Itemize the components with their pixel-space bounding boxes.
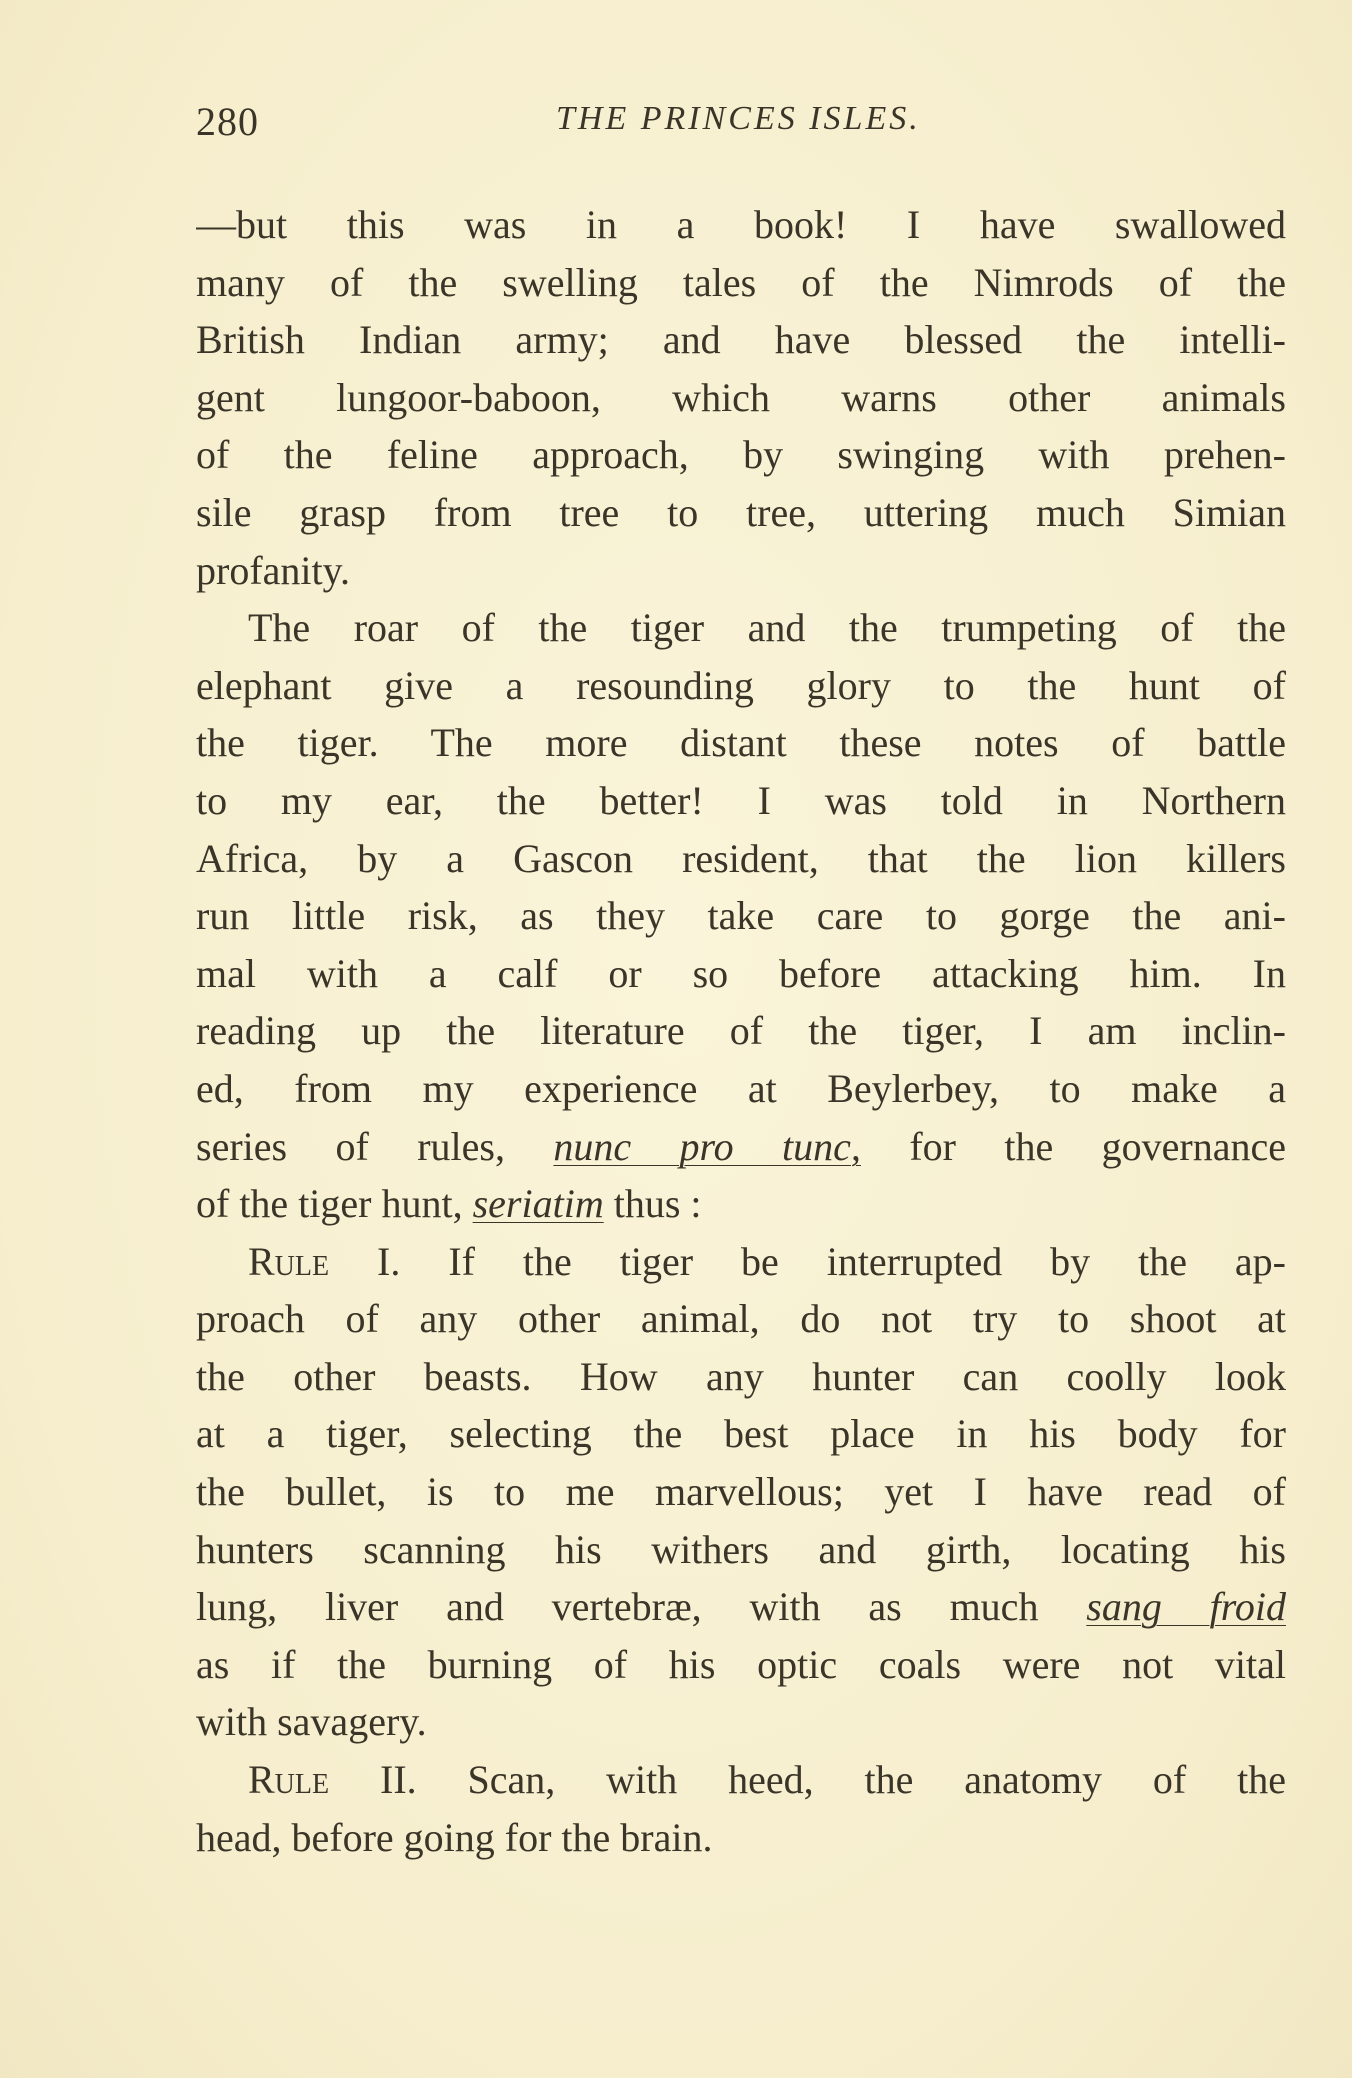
italic-phrase: seriatim xyxy=(472,1181,604,1227)
text-line: proach of any other animal, do not try to shoot at xyxy=(196,1296,1286,1342)
text-line: British Indian army; and have blessed the intelli- xyxy=(196,317,1286,363)
text-line xyxy=(196,1175,1286,1233)
text-segment: of the tiger hunt, xyxy=(196,1181,473,1227)
text-line: of the feline approach, by swinging with prehen- xyxy=(196,432,1286,478)
text-segment: thus : xyxy=(603,1181,702,1227)
text-segment: If the tiger be interrupted by the ap- xyxy=(400,1238,1286,1284)
text-line: run little risk, as they take care to gorge the ani- xyxy=(196,893,1286,939)
text-line xyxy=(196,1233,1286,1291)
text-segment: Scan, with heed, the anatomy of the xyxy=(416,1757,1286,1803)
text-segment: lung, liver and vertebræ, with as much xyxy=(196,1584,1087,1630)
text-line: reading up the literature of the tiger, I am inclin- xyxy=(196,1008,1286,1054)
text-line xyxy=(196,1578,1286,1636)
italic-phrase: sang froid xyxy=(1086,1584,1286,1630)
text-line xyxy=(196,1118,1286,1176)
text-line: Africa, by a Gascon resident, that the lion killers xyxy=(196,835,1286,881)
text-segment: for the governance xyxy=(860,1123,1286,1169)
text-line: the bullet, is to me marvellous; yet I have read of xyxy=(196,1469,1286,1515)
running-head xyxy=(196,98,1286,148)
text-line: the tiger. The more distant these notes of battle xyxy=(196,720,1286,766)
running-title: THE PRINCES ISLES. xyxy=(556,100,921,137)
text-line: ed, from my experience at Beylerbey, to make a xyxy=(196,1065,1286,1111)
text-line: profanity. xyxy=(196,547,351,593)
text-line xyxy=(196,1751,1286,1809)
italic-phrase: nunc pro tunc, xyxy=(553,1123,861,1169)
text-line: at a tiger, selecting the best place in his body for xyxy=(196,1411,1286,1457)
text-line: with savagery. xyxy=(196,1699,427,1745)
text-line: to my ear, the better! I was told in Northern xyxy=(196,777,1286,823)
body-text xyxy=(196,196,1286,1866)
text-line: The roar of the tiger and the trumpeting of the xyxy=(248,605,1286,651)
text-line: head, before going for the brain. xyxy=(196,1814,713,1860)
text-line: sile grasp from tree to tree, uttering much Simian xyxy=(196,489,1286,535)
text-line: many of the swelling tales of the Nimrods of the xyxy=(196,259,1286,305)
text-line: —but this was in a book! I have swallowed xyxy=(196,202,1286,247)
text-line: mal with a calf or so before attacking him. In xyxy=(196,950,1286,996)
text-line: hunters scanning his withers and girth, locating his xyxy=(196,1526,1286,1572)
text-segment: series of rules, xyxy=(196,1123,554,1169)
rule-heading: Rule II. xyxy=(248,1757,417,1803)
text-line: elephant give a resounding glory to the hunt of xyxy=(196,662,1286,708)
rule-heading: Rule I. xyxy=(248,1238,401,1284)
text-line: the other beasts. How any hunter can coolly look xyxy=(196,1353,1286,1399)
text-line: gent lungoor-baboon, which warns other animals xyxy=(196,374,1286,420)
text-line: as if the burning of his optic coals were not vital xyxy=(196,1641,1286,1687)
page-number: 280 xyxy=(196,99,259,144)
